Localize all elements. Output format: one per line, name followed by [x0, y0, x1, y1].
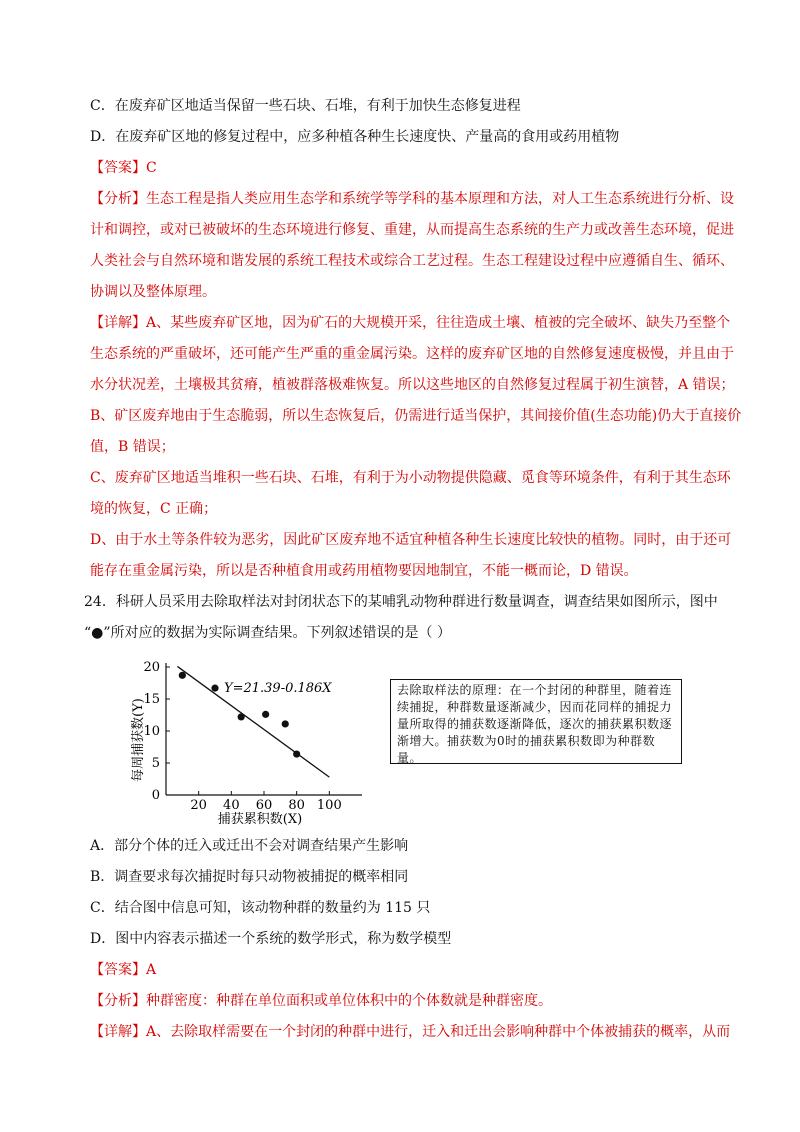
- q23-detail-line-1: [90, 313, 731, 333]
- q24-detail: [90, 1022, 731, 1042]
- detail-text: A、去除取样需要在一个封闭的种群中进行，迁入和迁出会影响种群中个体被捕获的概率，从而: [146, 1024, 731, 1040]
- y-tick-label: 15: [143, 692, 160, 707]
- answer-value: A: [146, 962, 157, 978]
- regression-equation: Y=21.39-0.186X: [224, 681, 332, 696]
- y-tick-label: 0: [151, 788, 160, 803]
- q23-detail-line-4: B、矿区废弃地由于生态脆弱，所以生态恢复后，仍需进行适当保护，其间接价值(生态功能)仍大于直接价: [90, 408, 742, 424]
- x-tick-label: 20: [190, 798, 207, 813]
- q23-detail-line-3: 水分状况差，土壤极其贫瘠，植被群落极难恢复。所以这些地区的自然修复过程属于初生演替，A 错误；: [90, 377, 735, 393]
- x-tick-label: 100: [316, 798, 342, 813]
- x-tick-label: 80: [288, 798, 305, 813]
- y-tick-label: 5: [151, 756, 160, 771]
- analysis-text: 生态工程是指人类应用生态学和系统学等学科的基本原理和方法，对人工生态系统进行分析、设: [146, 191, 734, 207]
- answer-tag: 【答案】: [90, 160, 146, 176]
- data-point: [238, 713, 245, 720]
- method-principle-note: 去除取样法的原理：在一个封闭的种群里，随着连续捕捉，种群数量逐渐减少，因而花同样的捕捉力量所取得的捕获数逐渐降低，逐次的捕获累积数逐渐增大。捕获数为0时的捕获累积数即为种群数量。: [390, 679, 682, 764]
- q23-detail-line-2: 生态系统的严重破坏，还可能产生严重的重金属污染。这样的废弃矿区地的自然修复速度极慢，并且由于: [90, 346, 734, 362]
- analysis-tag: 【分析】: [90, 993, 146, 1009]
- q23-analysis-line-3: 人类社会与自然环境和谐发展的系统工程技术或综合工艺过程。生态工程建设过程中应遵循自生、循环、: [90, 253, 734, 269]
- data-point: [179, 672, 186, 679]
- q23-analysis-line-1: [90, 189, 734, 209]
- q24-option-d: D．图中内容表示描述一个系统的数学形式，称为数学模型: [90, 931, 452, 947]
- q23-option-d: D．在废弃矿区地的修复过程中，应多种植各种生长速度快、产量高的食用或药用植物: [90, 129, 620, 145]
- q24-option-a: A．部分个体的迁入或迁出不会对调查结果产生影响: [90, 838, 409, 854]
- x-axis-label: 捕获累积数(X): [217, 812, 303, 827]
- analysis-tag: 【分析】: [90, 191, 146, 207]
- q23-answer: [90, 158, 720, 178]
- detail-tag: 【详解】: [90, 315, 146, 331]
- analysis-text: 种群密度：种群在单位面积或单位体积中的个体数就是种群密度。: [146, 993, 552, 1009]
- q24-stem-line-1: 24．科研人员采用去除取样法对封闭状态下的某哺乳动物种群进行数量调查，调查结果如图所示，图中: [84, 594, 718, 610]
- detail-text: A、某些废弃矿区地，因为矿石的大规模开采，往往造成土壤、植被的完全破坏、缺失乃至整个: [146, 315, 731, 331]
- x-tick-label: 60: [255, 798, 273, 813]
- q24-stem-line-2: “●”所对应的数据为实际调查结果。下列叙述错误的是（ ）: [84, 625, 451, 641]
- q23-analysis-line-2: 计和调控，或对已被破坏的生态环境进行修复、重建，从而提高生态系统的生产力或改善生态环境，促进: [90, 222, 734, 238]
- data-point: [282, 720, 289, 727]
- scatter-chart: [128, 655, 372, 827]
- q23-analysis-line-4: 协调以及整体原理。: [90, 284, 216, 300]
- data-point: [211, 685, 218, 692]
- answer-value: C: [146, 160, 157, 176]
- q23-detail-line-5: 值，B 错误；: [90, 439, 175, 455]
- y-tick-label: 20: [143, 660, 160, 675]
- q23-detail-line-7: 境的恢复，C 正确；: [90, 501, 218, 517]
- q23-detail-line-9: 能存在重金属污染，所以是否种植食用或药用植物要因地制宜，不能一概而论，D 错误。: [90, 563, 638, 579]
- q24-option-c: C．结合图中信息可知，该动物种群的数量约为 115 只: [90, 900, 431, 916]
- q23-option-c: C．在废弃矿区地适当保留一些石块、石堆，有利于加快生态修复进程: [90, 98, 521, 114]
- y-tick-label: 10: [143, 724, 160, 739]
- q23-detail-line-6: C、废弃矿区地适当堆积一些石块、石堆，有利于为小动物提供隐藏、觅食等环境条件，有利于其生态环: [90, 470, 731, 486]
- data-point: [293, 750, 300, 757]
- answer-tag: 【答案】: [90, 962, 146, 978]
- q24-answer: [90, 960, 720, 980]
- data-point: [262, 711, 269, 718]
- y-axis-label: 每周捕获数(Y): [131, 698, 146, 782]
- q23-detail-line-8: D、由于水土等条件较为恶劣，因此矿区废弃地不适宜种植各种生长速度比较快的植物。同时，由于还可: [90, 532, 732, 548]
- x-tick-label: 40: [223, 798, 240, 813]
- q24-analysis: [90, 991, 720, 1011]
- q24-option-b: B．调查要求每次捕捉时每只动物被捕捉的概率相同: [90, 869, 409, 885]
- detail-tag: 【详解】: [90, 1024, 146, 1040]
